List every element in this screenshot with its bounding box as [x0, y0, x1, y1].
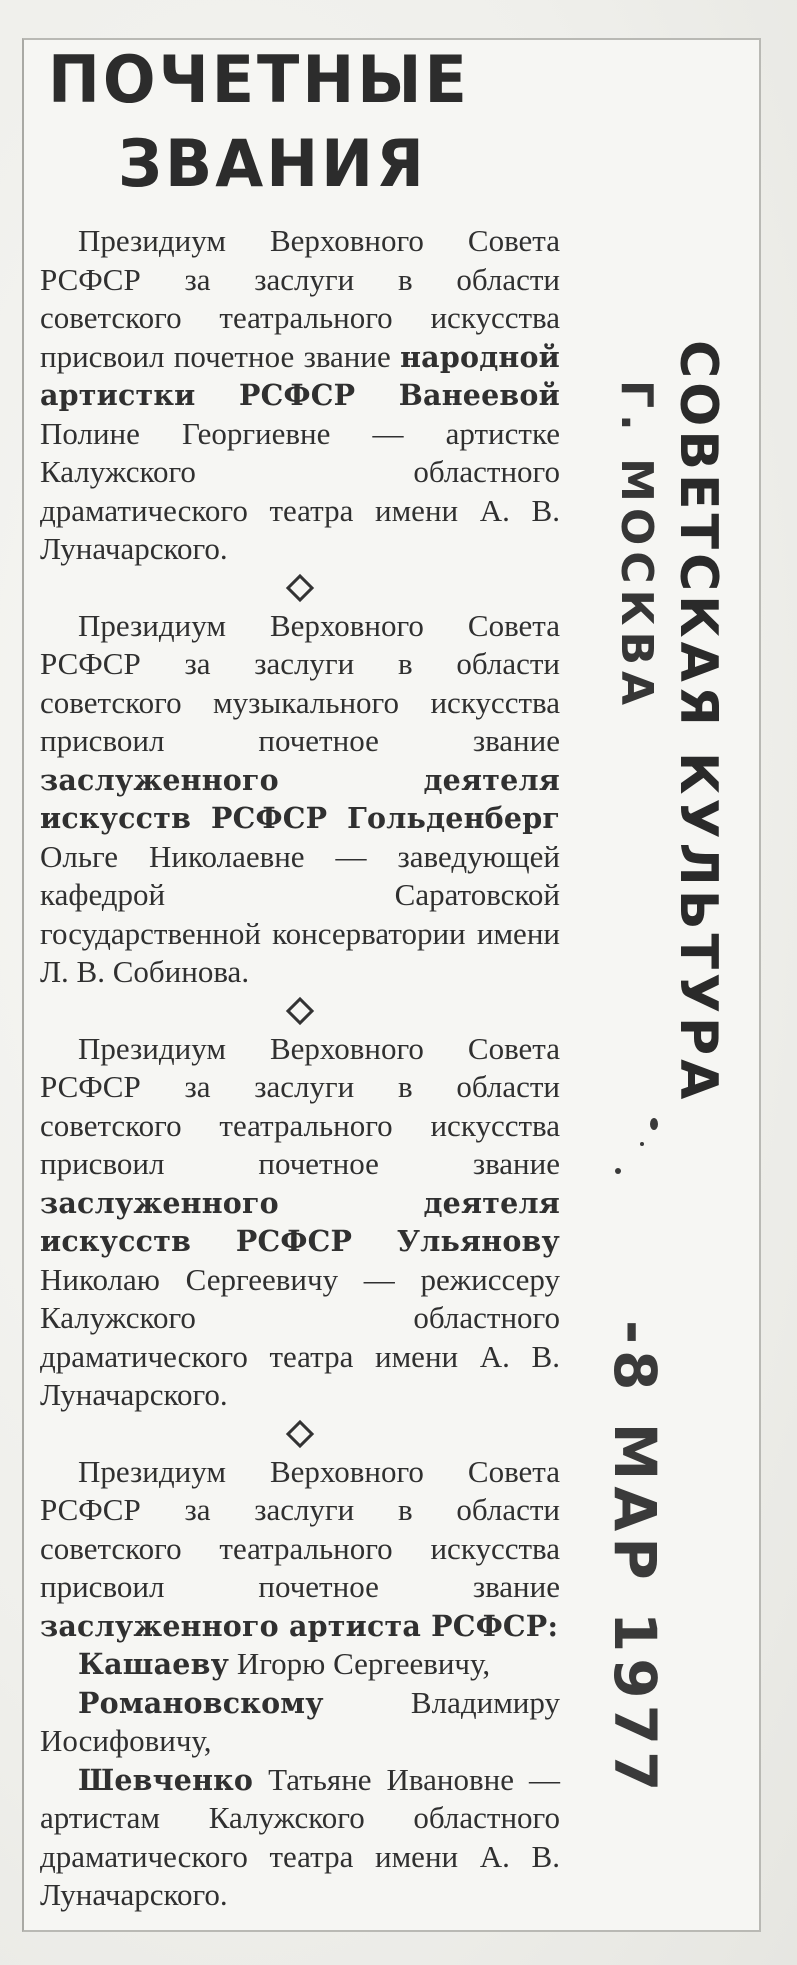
ink-speck [650, 1118, 658, 1130]
award-title: заслуженного деятеля искусств РСФСР Гольденберг [40, 762, 560, 835]
article-paragraph: Президиум Верховного Совета РСФСР за заслуги в области советского театрального искусства присвоил почетное звание заслуженного артиста РСФСР: [40, 1453, 560, 1643]
recipient-surname: Романовскому [78, 1685, 324, 1720]
recipient-entry: Романовскому Владимиру Иосифовичу, [40, 1684, 560, 1758]
recipient-entry: Шевченко Татьяне Ивановне — артистам Калужского областного драматического театра имени А. В. Луначарского. [40, 1761, 560, 1912]
article-paragraph: Президиум Верховного Совета РСФСР за заслуги в области советского театрального искусства присвоил почетное звание народной артистки РСФСР Ванеевой Полине Георгиевне — артистке Калужского областного драматического театра имени А. В. Луначарского. [40, 223, 560, 566]
recipient-surname: Шевченко [78, 1762, 254, 1797]
newspaper-city: Г. МОСКВА [611, 380, 662, 712]
diamond-separator-icon [40, 1415, 560, 1453]
article-column [40, 222, 560, 1915]
headline-line-2: ЗВАНИЯ [118, 125, 427, 202]
date-stamp: -8 МАР 1977 [601, 1320, 669, 1798]
diamond-separator-icon [40, 992, 560, 1030]
headline [40, 38, 600, 206]
ink-speck [640, 1142, 644, 1146]
newspaper-source-stamp [560, 340, 730, 1104]
diamond-separator-icon [40, 569, 560, 607]
article-paragraph: Президиум Верховного Совета РСФСР за заслуги в области советского театрального искусства присвоил почетное звание заслуженного деятеля искусств РСФСР Ульянову Николаю Сергеевичу — режиссеру Калужского областного драматического театра имени А. В. Луначарского. [40, 1030, 560, 1412]
headline-line-1: ПОЧЕТНЫЕ [48, 41, 470, 118]
recipient-entry: Кашаеву Игорю Сергеевичу, [78, 1646, 491, 1681]
award-title: заслуженного артиста РСФСР: [40, 1608, 559, 1643]
recipient-surname: Кашаеву [78, 1647, 230, 1681]
award-title: заслуженного деятеля искусств РСФСР Ульянову [40, 1185, 560, 1258]
award-title: народной артистки РСФСР Ванеевой [40, 339, 560, 412]
ink-speck [615, 1168, 621, 1174]
newspaper-name: СОВЕТСКАЯ КУЛЬТУРА [668, 340, 728, 1104]
article-paragraph: Президиум Верховного Совета РСФСР за заслуги в области советского музыкального искусства присвоил почетное звание заслуженного деятеля искусств РСФСР Гольденберг Ольге Николаевне — заведующей кафедрой Саратовской государственной консерватории имени Л. В. Собинова. [40, 607, 560, 989]
